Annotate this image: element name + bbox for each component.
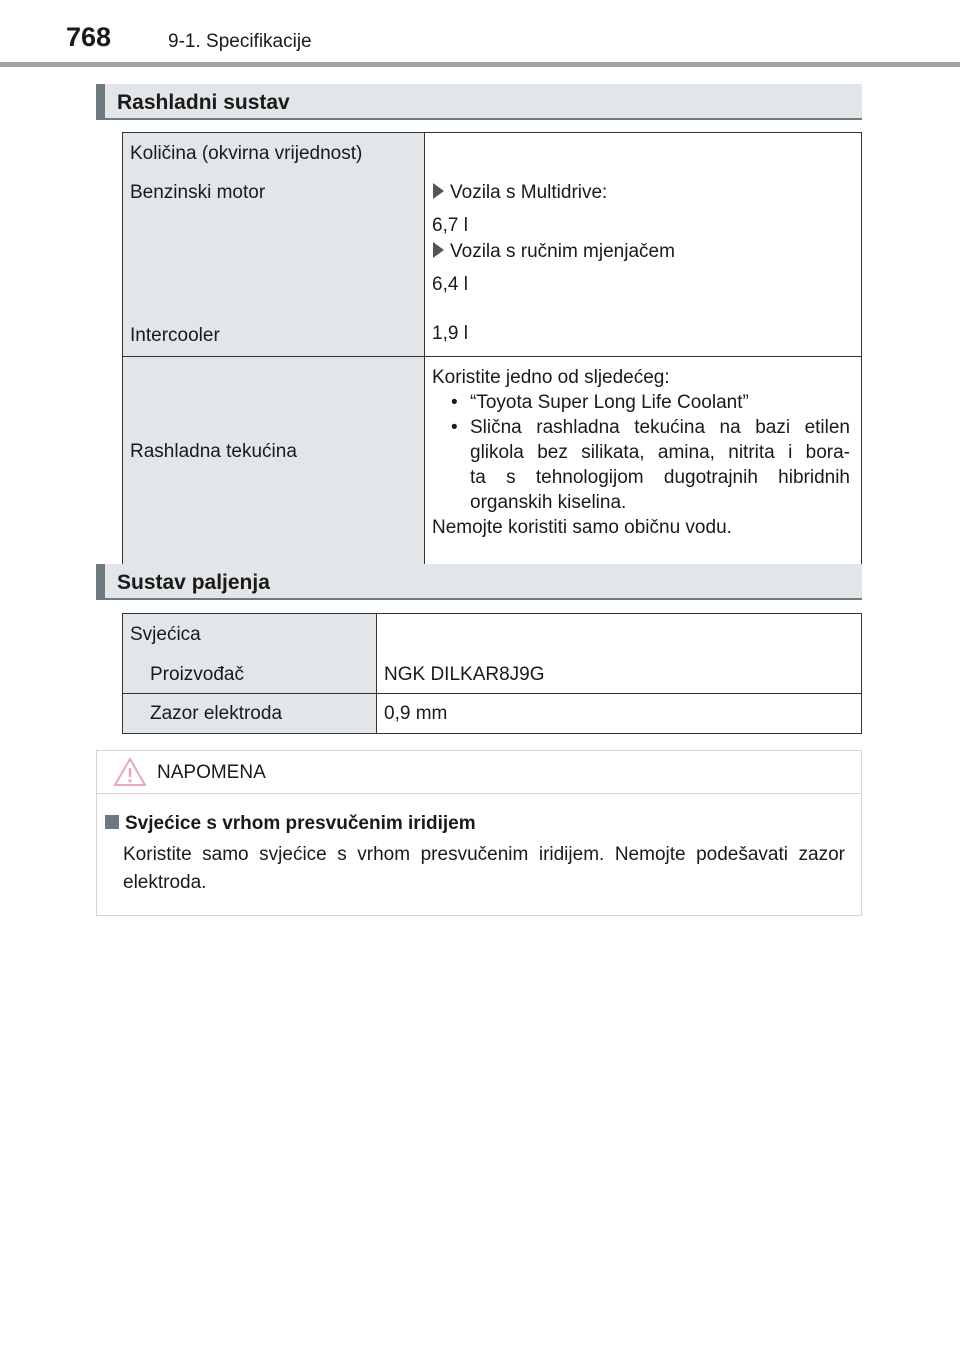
note-heading: NAPOMENA (157, 762, 266, 783)
arrow-bullet-icon (433, 183, 444, 199)
coolant-intro: Koristite jedno od sljedećeg: (432, 367, 670, 388)
capacity-value-cell (425, 133, 862, 357)
coolant-option-similar-line: organskih kiselina. (470, 492, 627, 513)
spark-plug-label: Svjećica (130, 624, 201, 645)
table-row (123, 694, 862, 734)
header-rule (0, 62, 960, 67)
coolant-option-toyota: “Toyota Super Long Life Coolant” (470, 392, 749, 413)
coolant-bullet: • (451, 417, 458, 438)
note-box (96, 750, 862, 916)
section-title: Sustav paljenja (117, 571, 270, 594)
coolant-label-cell (123, 357, 425, 580)
gap-label: Zazor elektroda (150, 703, 283, 724)
petrol-engine-label: Benzinski motor (130, 182, 266, 203)
page-number: 768 (66, 22, 112, 52)
capacity-label-cell (123, 133, 425, 357)
table-row (123, 357, 862, 580)
gap-label-cell (123, 694, 377, 734)
manual-item (433, 241, 675, 263)
multidrive-item (433, 182, 607, 204)
manual-label: Vozila s ručnim mjenjačem (450, 241, 675, 262)
warning-triangle-icon (113, 757, 147, 787)
note-title-text: Svjećice s vrhom presvučenim iridijem (125, 813, 476, 834)
multidrive-label: Vozila s Multidrive: (450, 182, 608, 203)
note-text: Koristite samo svjećice s vrhom presvučenim iridijem. Nemojte podešavati zazor elektroda. (123, 844, 845, 893)
coolant-warning: Nemojte koristiti samo običnu vodu. (432, 517, 732, 538)
multidrive-value: 6,7 l (432, 215, 468, 236)
cooling-spec-table (122, 132, 862, 580)
square-bullet-icon (105, 815, 119, 829)
manufacturer-value: NGK DILKAR8J9G (384, 664, 545, 685)
coolant-bullet: • (451, 392, 458, 413)
arrow-bullet-icon (433, 242, 444, 258)
section-heading-cooling (96, 84, 862, 120)
manufacturer-label: Proizvođač (150, 664, 244, 685)
chapter-title: 9-1. Specifikacije (168, 31, 312, 52)
coolant-label: Rashladna tekućina (130, 441, 297, 462)
table-row (123, 614, 862, 694)
note-title (105, 813, 476, 835)
spark-plug-label-cell (123, 614, 377, 694)
gap-value: 0,9 mm (384, 703, 448, 724)
section-title: Rashladni sustav (117, 91, 290, 114)
coolant-value-cell (425, 357, 862, 580)
capacity-label: Količina (okvirna vrijednost) (130, 143, 363, 164)
intercooler-label: Intercooler (130, 325, 220, 346)
coolant-option-similar-line: Slična rashladna tekućina na bazi etilen (470, 417, 850, 438)
manufacturer-value-cell (377, 614, 862, 694)
gap-value-cell (377, 694, 862, 734)
intercooler-value: 1,9 l (432, 323, 468, 344)
ignition-spec-table (122, 613, 862, 734)
coolant-option-similar-line: ta s tehnologijom dugotrajnih hibridnih (470, 467, 850, 488)
manual-value: 6,4 l (432, 274, 468, 295)
table-row (123, 133, 862, 357)
section-heading-ignition (96, 564, 862, 600)
note-header (97, 751, 861, 794)
coolant-option-similar-line: glikola bez silikata, amina, nitrita i bora- (470, 442, 850, 463)
